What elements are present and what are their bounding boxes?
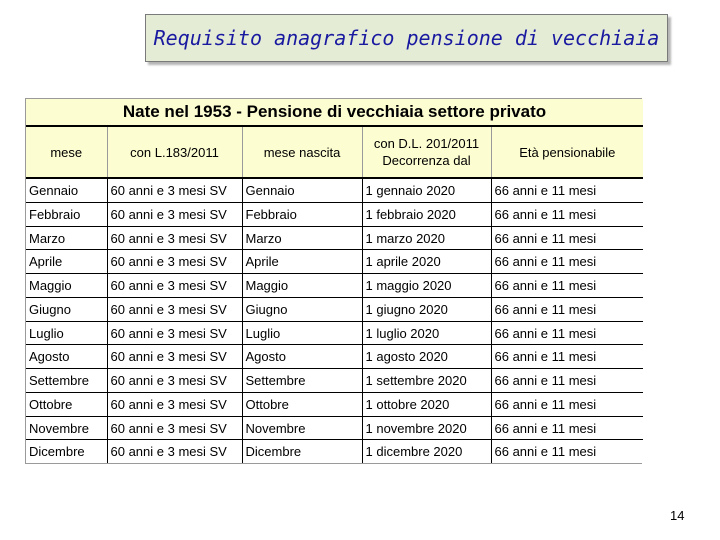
cell-decorrenza: 1 giugno 2020 <box>362 297 491 321</box>
cell-l183: 60 anni e 3 mesi SV <box>107 274 242 298</box>
table-row <box>26 226 643 250</box>
cell-eta: 66 anni e 11 mesi <box>491 321 643 345</box>
pension-table-container <box>25 98 642 464</box>
cell-mese: Agosto <box>26 345 107 369</box>
cell-decorrenza: 1 maggio 2020 <box>362 274 491 298</box>
header-mese-nascita <box>242 126 362 178</box>
header-l183 <box>107 126 242 178</box>
pension-table <box>26 99 643 463</box>
page-number: 14 <box>670 508 685 523</box>
cell-l183: 60 anni e 3 mesi SV <box>107 392 242 416</box>
cell-l183: 60 anni e 3 mesi SV <box>107 202 242 226</box>
table-title-row <box>26 99 643 126</box>
cell-mese: Febbraio <box>26 202 107 226</box>
cell-decorrenza: 1 marzo 2020 <box>362 226 491 250</box>
column-header-row <box>26 126 643 178</box>
cell-mese: Ottobre <box>26 392 107 416</box>
cell-mese: Novembre <box>26 416 107 440</box>
cell-l183: 60 anni e 3 mesi SV <box>107 297 242 321</box>
cell-mese: Marzo <box>26 226 107 250</box>
cell-decorrenza: 1 settembre 2020 <box>362 369 491 393</box>
cell-eta: 66 anni e 11 mesi <box>491 202 643 226</box>
header-decorrenza <box>362 126 491 178</box>
cell-decorrenza: 1 aprile 2020 <box>362 250 491 274</box>
cell-l183: 60 anni e 3 mesi SV <box>107 345 242 369</box>
cell-eta: 66 anni e 11 mesi <box>491 250 643 274</box>
table-row <box>26 274 643 298</box>
cell-mese-nascita: Agosto <box>242 345 362 369</box>
cell-decorrenza: 1 dicembre 2020 <box>362 440 491 463</box>
cell-l183: 60 anni e 3 mesi SV <box>107 321 242 345</box>
cell-eta: 66 anni e 11 mesi <box>491 274 643 298</box>
table-row <box>26 345 643 369</box>
cell-decorrenza: 1 luglio 2020 <box>362 321 491 345</box>
table-row <box>26 297 643 321</box>
cell-mese-nascita: Maggio <box>242 274 362 298</box>
cell-l183: 60 anni e 3 mesi SV <box>107 416 242 440</box>
cell-l183: 60 anni e 3 mesi SV <box>107 250 242 274</box>
cell-mese: Luglio <box>26 321 107 345</box>
cell-eta: 66 anni e 11 mesi <box>491 369 643 393</box>
cell-eta: 66 anni e 11 mesi <box>491 297 643 321</box>
cell-eta: 66 anni e 11 mesi <box>491 416 643 440</box>
cell-mese-nascita: Giugno <box>242 297 362 321</box>
cell-mese-nascita: Ottobre <box>242 392 362 416</box>
header-line: mese <box>50 144 83 160</box>
cell-mese: Giugno <box>26 297 107 321</box>
cell-eta: 66 anni e 11 mesi <box>491 345 643 369</box>
header-eta-pensionabile <box>491 126 643 178</box>
cell-mese-nascita: Gennaio <box>242 178 362 202</box>
table-row <box>26 321 643 345</box>
cell-l183: 60 anni e 3 mesi SV <box>107 440 242 463</box>
table-title: Nate nel 1953 - Pensione di vecchiaia settore privato <box>26 99 643 126</box>
cell-eta: 66 anni e 11 mesi <box>491 392 643 416</box>
cell-mese-nascita: Marzo <box>242 226 362 250</box>
cell-mese-nascita: Dicembre <box>242 440 362 463</box>
table-row <box>26 440 643 463</box>
cell-decorrenza: 1 novembre 2020 <box>362 416 491 440</box>
table-row <box>26 369 643 393</box>
table-row <box>26 178 643 202</box>
slide-title-box <box>145 14 668 62</box>
table-row <box>26 250 643 274</box>
cell-eta: 66 anni e 11 mesi <box>491 178 643 202</box>
cell-l183: 60 anni e 3 mesi SV <box>107 178 242 202</box>
cell-mese-nascita: Aprile <box>242 250 362 274</box>
header-line: Decorrenza dal <box>382 153 471 168</box>
cell-l183: 60 anni e 3 mesi SV <box>107 226 242 250</box>
table-row <box>26 202 643 226</box>
cell-mese-nascita: Febbraio <box>242 202 362 226</box>
cell-decorrenza: 1 gennaio 2020 <box>362 178 491 202</box>
cell-mese-nascita: Novembre <box>242 416 362 440</box>
header-line: con D.L. 201/2011 <box>373 136 480 151</box>
table-row <box>26 416 643 440</box>
cell-mese-nascita: Luglio <box>242 321 362 345</box>
cell-decorrenza: 1 ottobre 2020 <box>362 392 491 416</box>
cell-eta: 66 anni e 11 mesi <box>491 440 643 463</box>
cell-mese: Aprile <box>26 250 107 274</box>
table-body <box>26 178 643 463</box>
slide-title: Requisito anagrafico pensione di vecchiaia <box>153 26 660 50</box>
cell-l183: 60 anni e 3 mesi SV <box>107 369 242 393</box>
table-row <box>26 392 643 416</box>
cell-mese: Maggio <box>26 274 107 298</box>
cell-mese: Gennaio <box>26 178 107 202</box>
cell-mese: Settembre <box>26 369 107 393</box>
cell-mese: Dicembre <box>26 440 107 463</box>
cell-mese-nascita: Settembre <box>242 369 362 393</box>
header-line: Età pensionabile <box>519 144 616 160</box>
header-line: con L.183/2011 <box>130 144 219 160</box>
cell-decorrenza: 1 febbraio 2020 <box>362 202 491 226</box>
cell-eta: 66 anni e 11 mesi <box>491 226 643 250</box>
cell-decorrenza: 1 agosto 2020 <box>362 345 491 369</box>
header-line: mese nascita <box>263 144 341 160</box>
header-mese <box>26 126 107 178</box>
